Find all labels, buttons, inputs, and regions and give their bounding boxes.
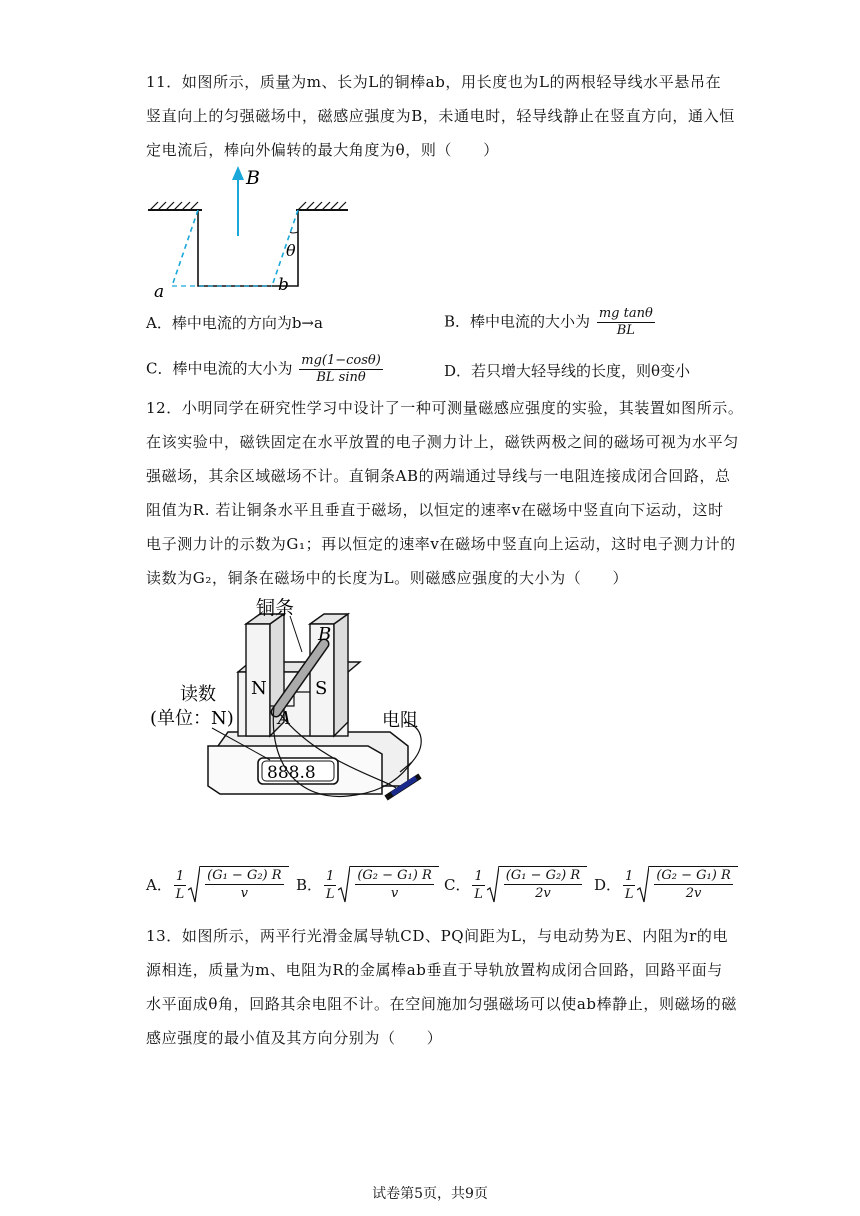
one-over-l: 1 L xyxy=(474,868,483,902)
q12-text-line-4: 阻值为R. 若让铜条水平且垂直于磁场，以恒定的速率v在磁场中竖直向下运动，这时 xyxy=(146,501,724,519)
q11-text-line-3: 定电流后，棒向外偏转的最大角度为θ，则（ ） xyxy=(146,141,499,159)
q12-text-line-1: 12．小明同学在研究性学习中设计了一种可测量磁感应强度的实验，其装置如图所示。 xyxy=(146,399,744,417)
option-label: A． xyxy=(146,876,172,894)
display-reading: 888.8 xyxy=(267,763,316,783)
page-footer: 试卷第5页，共9页 xyxy=(372,1186,488,1202)
reading-label: 读数 xyxy=(180,684,216,705)
q13-text-line-3: 水平面成θ角，回路其余电阻不计。在空间施加匀强磁场可以使ab棒静止，则磁场的磁 xyxy=(146,995,737,1013)
one-over-l: 1 L xyxy=(325,868,335,902)
sqrt-expression: $\frac{\text{(G₁ − G₂) R}}{v}$ xyxy=(188,866,288,904)
q12-option-c[interactable] xyxy=(444,866,587,904)
point-b-label: B xyxy=(318,624,332,645)
sqrt-expression: $\frac{\text{(G₂ − G₁) R}}{2v}$ xyxy=(637,866,737,904)
q11-figure xyxy=(140,160,360,300)
north-pole-label: N xyxy=(251,678,267,699)
option-label: D． xyxy=(594,876,622,894)
label-a: a xyxy=(154,282,165,300)
one-over-l: 1 L xyxy=(624,868,634,902)
sqrt-expression: $\frac{\text{(G₂ − G₁) R}}{v}$ xyxy=(338,866,438,904)
q12-text-line-5: 电子测力计的示数为G₁；再以恒定的速率v在磁场中竖直向上运动，这时电子测力计的 xyxy=(146,535,736,553)
option-label: B． xyxy=(296,876,323,894)
q12-text-line-6: 读数为G₂，铜条在磁场中的长度为L。则磁感应强度的大小为（ ） xyxy=(146,569,629,587)
sqrt-expression: $\frac{\text{(G₁ − G₂) R}}{2v}$ xyxy=(487,866,587,904)
q12-option-d[interactable] xyxy=(594,866,738,904)
q11-option-b-fraction: $\frac{\text{mg tanθ}}{BL}$ xyxy=(598,306,653,338)
q12-option-a[interactable] xyxy=(146,866,289,904)
q13-text-line-2: 源相连，质量为m、电阻为R的金属棒ab垂直于导轨放置构成闭合回路，回路平面与 xyxy=(146,961,723,979)
q12-option-b[interactable] xyxy=(296,866,439,904)
q11-option-c-label: C．棒中电流的大小为 xyxy=(146,359,293,378)
point-a-label: A xyxy=(278,708,291,729)
south-pole-label: S xyxy=(315,678,328,699)
copper-label: 铜条 xyxy=(256,597,295,619)
deflected-wire-left xyxy=(172,210,198,286)
q13-text-line-4: 感应强度的最小值及其方向分别为（ ） xyxy=(146,1029,443,1047)
resistor-label: 电阻 xyxy=(382,710,418,731)
q11-option-b[interactable] xyxy=(444,306,655,339)
label-b: b xyxy=(278,275,289,295)
q11-text-line-1: 11．如图所示，质量为m、长为L的铜棒ab，用长度也为L的两根轻导线水平悬吊在 xyxy=(146,73,722,91)
q12-text-line-2: 在该实验中，磁铁固定在水平放置的电子测力计上，磁铁两极之间的磁场可视为水平匀 xyxy=(146,433,739,451)
q11-option-c-fraction: $\frac{mg(1-\cos\theta)}{\text{BL sinθ}}$ xyxy=(301,353,381,385)
option-label: C． xyxy=(444,876,471,894)
q11-option-d[interactable]: D．若只增大轻导线的长度，则θ变小 xyxy=(444,362,691,380)
b-field-label: B xyxy=(246,167,260,189)
q11-text-line-2: 竖直向上的匀强磁场中，磁感应强度为B，未通电时，轻导线静止在竖直方向，通入恒 xyxy=(146,107,735,125)
theta-label: θ xyxy=(286,241,296,260)
reading-unit-label: (单位：N) xyxy=(150,708,234,729)
q12-figure xyxy=(150,596,470,808)
q11-option-a[interactable]: A．棒中电流的方向为b→a xyxy=(146,314,323,332)
q13-text-line-1: 13．如图所示，两平行光滑金属导轨CD、PQ间距为L，与电动势为E、内阻为r的电 xyxy=(146,927,729,945)
q11-option-b-label: B．棒中电流的大小为 xyxy=(444,312,591,331)
q11-option-c[interactable] xyxy=(146,353,383,386)
q12-text-line-3: 强磁场，其余区域磁场不计。直铜条AB的两端通过导线与一电阻连接成闭合回路，总 xyxy=(146,467,731,485)
one-over-l: 1 L xyxy=(175,868,185,902)
